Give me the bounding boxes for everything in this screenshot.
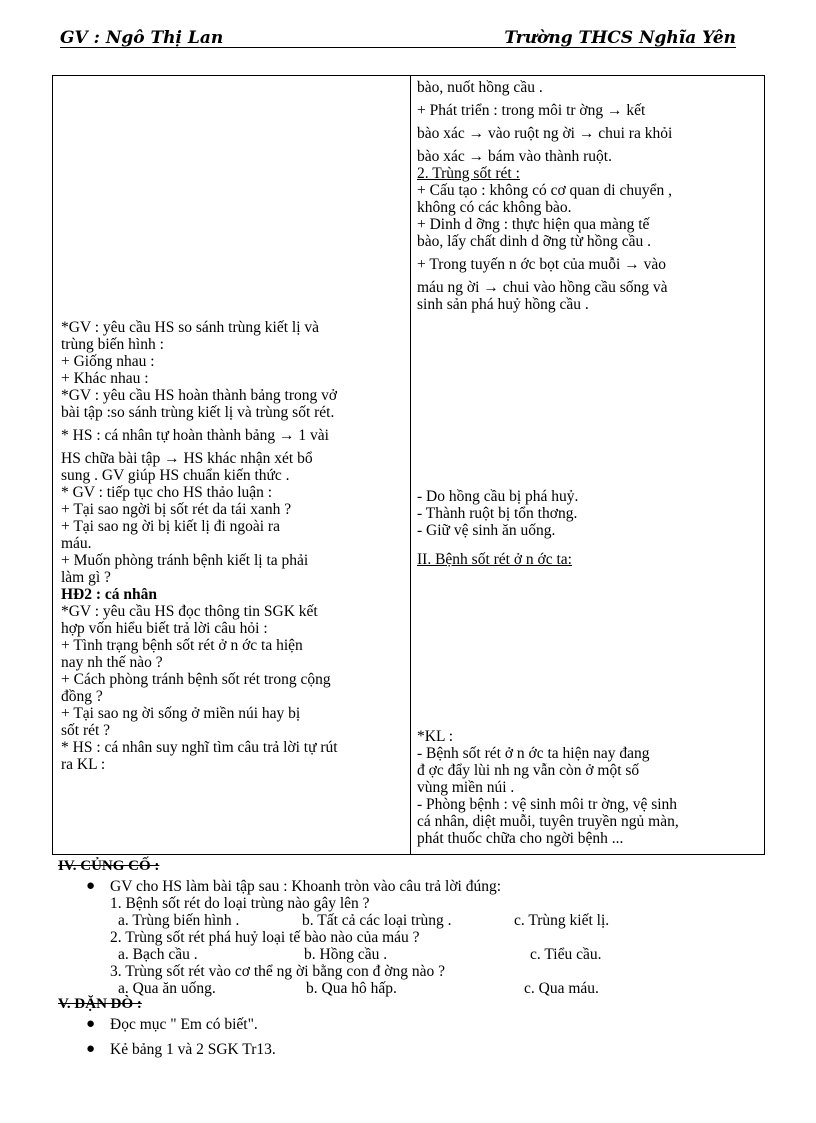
homework-item: Đọc mục " Em có biết".	[110, 1016, 258, 1033]
text-line: + Trong tuyến n ớc bọt của muỗi → vào	[417, 256, 666, 273]
text-line: + Dinh d ỡng : thực hiện qua màng tế	[417, 216, 650, 233]
homework-section	[58, 1016, 758, 1058]
text-line: + Khác nhau :	[61, 370, 149, 387]
text-line: - Phòng bệnh : vệ sinh môi tr ờng, vệ sinh	[417, 796, 678, 813]
text-line: nay nh thế nào ?	[61, 654, 163, 671]
text-line: - Thành ruột bị tổn thơng.	[417, 505, 578, 522]
option-a: a. Bạch cầu .	[118, 946, 198, 963]
subheading-malaria: 2. Trùng sốt rét :	[417, 165, 520, 182]
text-line: bào, nuốt hồng cầu .	[417, 79, 543, 96]
review-section	[58, 878, 758, 997]
text-line: + Tình trạng bệnh sốt rét ở n ớc ta hiện	[61, 637, 303, 654]
school-name: Trường THCS Nghĩa Yên	[504, 28, 736, 48]
option-b: b. Hồng cầu .	[304, 946, 388, 963]
text-line: + Cách phòng tránh bệnh sốt rét trong cộng	[61, 671, 331, 688]
text-line: - Giữ vệ sinh ăn uống.	[417, 522, 556, 539]
text-line: phát thuốc chữa cho ngời bệnh ...	[417, 830, 624, 847]
text-line: ra KL :	[61, 756, 106, 773]
text-line: - Bệnh sốt rét ở n ớc ta hiện nay đang	[417, 745, 650, 762]
text-line: + Tại sao ng ời sống ở miền núi hay bị	[61, 705, 301, 722]
text-line: vùng miền núi .	[417, 779, 515, 796]
text-line: làm gì ?	[61, 569, 111, 586]
bullet-icon: ●	[86, 878, 96, 894]
teacher-activity-column	[61, 319, 403, 773]
activity-heading: HĐ2 : cá nhân	[61, 586, 158, 603]
bullet-icon: ●	[86, 1041, 96, 1057]
option-b: b. Qua hô hấp.	[306, 980, 397, 997]
section-heading-malaria-vn: II. Bệnh sốt rét ở n ớc ta:	[417, 551, 572, 568]
text-line: đ ợc đẩy lùi nh ng vẫn còn ở một số	[417, 762, 640, 779]
text-line: + Tại sao ngời bị sốt rét da tái xanh ?	[61, 501, 292, 518]
text-line: + Tại sao ng ời bị kiết lị đi ngoài ra	[61, 518, 280, 535]
list-item	[58, 878, 758, 895]
lesson-table	[52, 75, 765, 855]
header-rule	[60, 47, 736, 48]
column-divider	[410, 76, 411, 854]
content-column	[417, 79, 759, 847]
option-c: c. Qua máu.	[524, 980, 599, 997]
text-line: bào xác → bám vào thành ruột.	[417, 148, 612, 165]
text-line: *GV : yêu cầu HS so sánh trùng kiết lị và	[61, 319, 320, 336]
answer-options	[58, 946, 758, 963]
bullet-icon: ●	[86, 1016, 96, 1032]
text-line: * HS : cá nhân suy nghĩ tìm câu trả lời tự rút	[61, 739, 338, 756]
text-line: không có các không bào.	[417, 199, 572, 216]
answer-options	[58, 980, 758, 997]
exercise-intro: GV cho HS làm bài tập sau : Khoanh tròn vào câu trả lời đúng:	[110, 878, 502, 895]
text-line: bào, lấy chất dinh d ỡng từ hồng cầu .	[417, 233, 651, 250]
option-b: b. Tất cả các loại trùng .	[302, 912, 452, 929]
question-text: 3. Trùng sốt rét vào cơ thể ng ời bằng con đ ờng nào ?	[110, 963, 445, 980]
text-line: + Cấu tạo : không có cơ quan di chuyển ,	[417, 182, 672, 199]
text-line: + Giống nhau :	[61, 353, 155, 370]
homework-item: Kẻ bảng 1 và 2 SGK Tr13.	[110, 1041, 276, 1058]
text-line: * HS : cá nhân tự hoàn thành bảng → 1 vài	[61, 427, 329, 444]
text-line: *KL :	[417, 728, 454, 745]
text-line: sinh sản phá huỷ hồng cầu .	[417, 296, 589, 313]
option-a: a. Qua ăn uống.	[118, 980, 216, 997]
answer-options	[58, 912, 758, 929]
section-title-homework: V. DẶN DÒ :	[58, 996, 142, 1012]
text-line: cá nhân, diệt muỗi, tuyên truyền ngủ màn,	[417, 813, 679, 830]
text-line: * GV : tiếp tục cho HS thảo luận :	[61, 484, 273, 501]
text-line: HS chữa bài tập → HS khác nhận xét bổ	[61, 450, 313, 467]
text-line: *GV : yêu cầu HS đọc thông tin SGK kết	[61, 603, 318, 620]
text-line: bào xác → vào ruột ng ời → chui ra khỏi	[417, 125, 673, 142]
text-line: máu.	[61, 535, 92, 552]
teacher-name: GV : Ngô Thị Lan	[60, 28, 224, 48]
option-a: a. Trùng biến hình .	[118, 912, 240, 929]
list-item	[58, 1016, 758, 1033]
option-c: c. Tiểu cầu.	[530, 946, 602, 963]
text-line: + Muốn phòng tránh bệnh kiết lị ta phải	[61, 552, 309, 569]
text-line: + Phát triển : trong môi tr ờng → kết	[417, 102, 646, 119]
section-title-review: IV. CỦNG CỐ :	[58, 858, 160, 874]
text-line: *GV : yêu cầu HS hoàn thành bảng trong vở	[61, 387, 338, 404]
question-text: 1. Bệnh sốt rét do loại trùng nào gây lên ?	[110, 895, 370, 912]
text-line: - Do hồng cầu bị phá huỷ.	[417, 488, 579, 505]
text-line: máu ng ời → chui vào hồng cầu sống và	[417, 279, 668, 296]
text-line: sung . GV giúp HS chuẩn kiến thức .	[61, 467, 290, 484]
text-line: sốt rét ?	[61, 722, 111, 739]
question-text: 2. Trùng sốt rét phá huỷ loại tế bào nào của máu ?	[110, 929, 420, 946]
text-line: trùng biến hình :	[61, 336, 164, 353]
text-line: hợp vốn hiểu biết trả lời câu hỏi :	[61, 620, 268, 637]
option-c: c. Trùng kiết lị.	[514, 912, 610, 929]
text-line: bài tập :so sánh trùng kiết lị và trùng sốt rét.	[61, 404, 335, 421]
text-line: đồng ?	[61, 688, 103, 705]
list-item	[58, 1041, 758, 1058]
